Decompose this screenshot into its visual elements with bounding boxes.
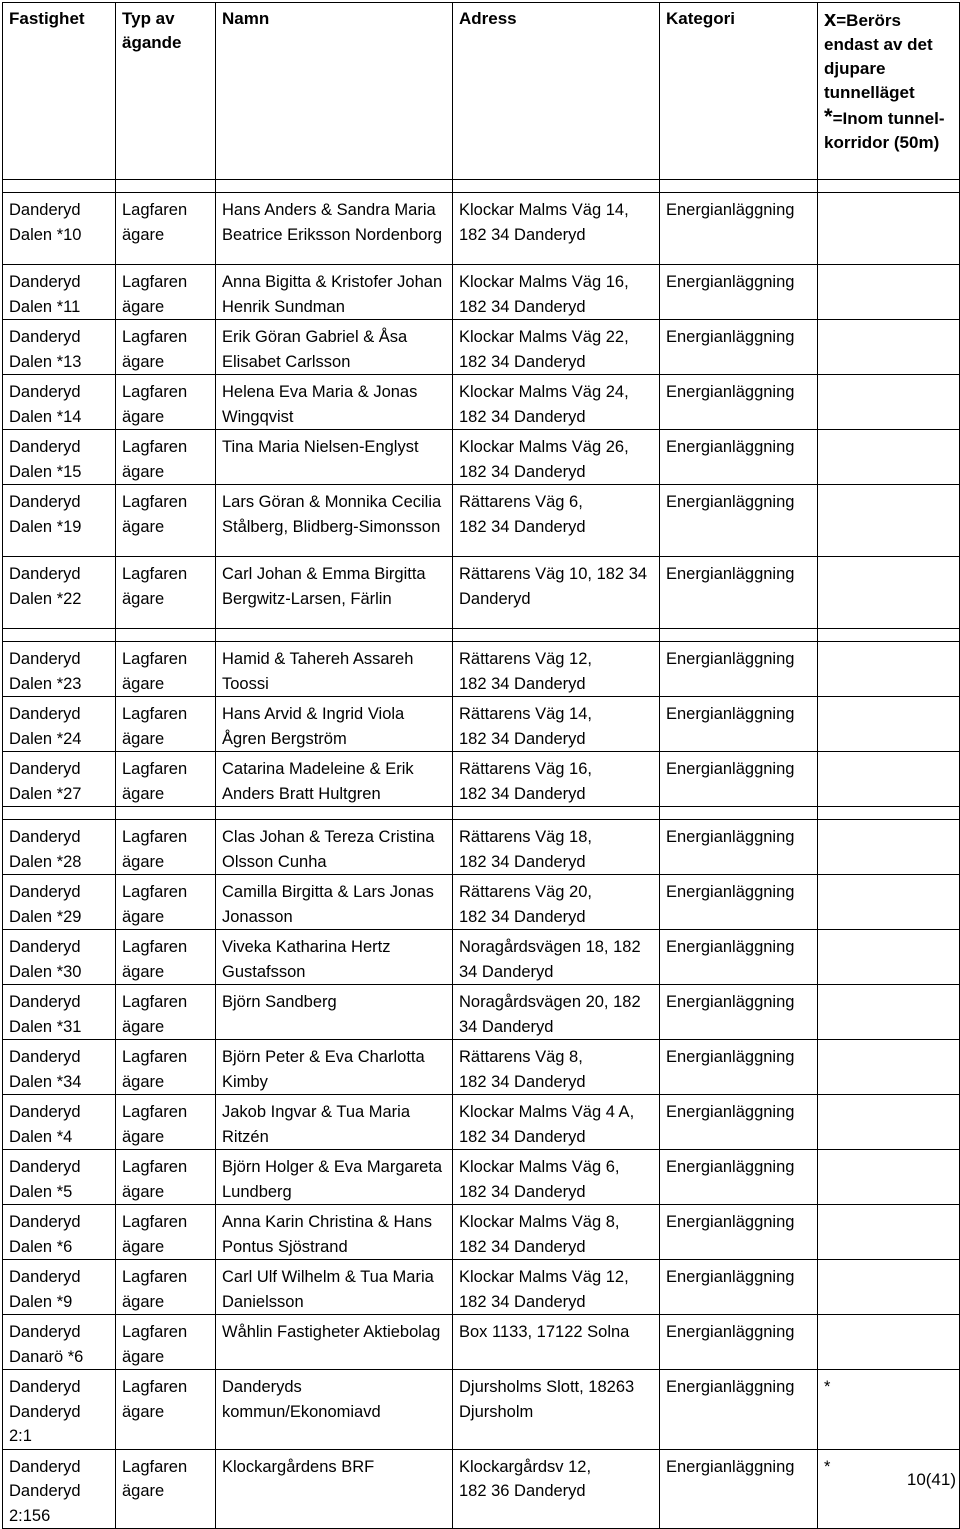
table-row — [3, 375, 960, 430]
cell-fastighet: Danderyd Dalen *23 — [3, 642, 116, 697]
table-row — [3, 265, 960, 320]
cell-mark — [818, 557, 960, 629]
cell-typ: Lagfaren ägare — [116, 875, 216, 930]
cell-namn: Tina Maria Nielsen-Englyst — [216, 430, 453, 485]
cell-mark — [818, 1315, 960, 1370]
group-separator — [3, 807, 960, 820]
separator-cell — [3, 180, 116, 193]
separator-cell — [660, 180, 818, 193]
cell-adress: Klockar Malms Väg 4 A, 182 34 Danderyd — [453, 1095, 660, 1150]
cell-namn: Camilla Birgitta & Lars Jonas Jonasson — [216, 875, 453, 930]
cell-typ: Lagfaren ägare — [116, 430, 216, 485]
cell-mark: * — [818, 1370, 960, 1450]
cell-namn: Wåhlin Fastigheter Aktiebolag — [216, 1315, 453, 1370]
cell-adress: Klockar Malms Väg 24, 182 34 Danderyd — [453, 375, 660, 430]
cell-fastighet: Danderyd Dalen *10 — [3, 193, 116, 265]
separator-cell — [216, 807, 453, 820]
separator-cell — [216, 180, 453, 193]
table-row — [3, 557, 960, 629]
table-row — [3, 985, 960, 1040]
cell-kategori: Energianläggning — [660, 1315, 818, 1370]
cell-namn: Anna Bigitta & Kristofer Johan Henrik Sundman — [216, 265, 453, 320]
cell-mark — [818, 1260, 960, 1315]
header-namn: Namn — [216, 3, 453, 180]
cell-namn: Catarina Madeleine & Erik Anders Bratt Hultgren — [216, 752, 453, 807]
cell-mark — [818, 820, 960, 875]
cell-fastighet: Danderyd Dalen *11 — [3, 265, 116, 320]
cell-kategori: Energianläggning — [660, 1040, 818, 1095]
cell-kategori: Energianläggning — [660, 1095, 818, 1150]
cell-kategori: Energianläggning — [660, 820, 818, 875]
cell-fastighet: Danderyd Dalen *31 — [3, 985, 116, 1040]
table-row — [3, 1449, 960, 1529]
cell-fastighet: Danderyd Dalen *13 — [3, 320, 116, 375]
cell-typ: Lagfaren ägare — [116, 642, 216, 697]
cell-fastighet: Danderyd Dalen *28 — [3, 820, 116, 875]
cell-kategori: Energianläggning — [660, 1260, 818, 1315]
header-kategori: Kategori — [660, 3, 818, 180]
header-typ: Typ av ägande — [116, 3, 216, 180]
cell-kategori: Energianläggning — [660, 557, 818, 629]
cell-fastighet: Danderyd Dalen *5 — [3, 1150, 116, 1205]
cell-fastighet: Danderyd Danarö *6 — [3, 1315, 116, 1370]
cell-adress: Rättarens Väg 8, 182 34 Danderyd — [453, 1040, 660, 1095]
table-row — [3, 930, 960, 985]
header-legend — [818, 3, 960, 180]
cell-kategori: Energianläggning — [660, 752, 818, 807]
cell-mark — [818, 375, 960, 430]
cell-adress: Klockar Malms Väg 8, 182 34 Danderyd — [453, 1205, 660, 1260]
cell-mark — [818, 1040, 960, 1095]
cell-namn: Hans Arvid & Ingrid Viola Ågren Bergström — [216, 697, 453, 752]
cell-namn: Anna Karin Christina & Hans Pontus Sjöstrand — [216, 1205, 453, 1260]
separator-cell — [116, 629, 216, 642]
cell-typ: Lagfaren ägare — [116, 752, 216, 807]
cell-fastighet: Danderyd Dalen *19 — [3, 485, 116, 557]
cell-fastighet: Danderyd Dalen *24 — [3, 697, 116, 752]
cell-namn: Björn Sandberg — [216, 985, 453, 1040]
table-row — [3, 1370, 960, 1450]
cell-namn: Carl Johan & Emma Birgitta Bergwitz-Larsen, Färlin — [216, 557, 453, 629]
cell-adress: Djursholms Slott, 18263 Djursholm — [453, 1370, 660, 1450]
cell-typ: Lagfaren ägare — [116, 265, 216, 320]
cell-kategori: Energianläggning — [660, 642, 818, 697]
separator-cell — [3, 807, 116, 820]
cell-adress: Klockar Malms Väg 26, 182 34 Danderyd — [453, 430, 660, 485]
cell-typ: Lagfaren ägare — [116, 193, 216, 265]
cell-adress: Rättarens Väg 16, 182 34 Danderyd — [453, 752, 660, 807]
cell-adress: Rättarens Väg 20, 182 34 Danderyd — [453, 875, 660, 930]
property-table — [2, 2, 960, 1529]
separator-cell — [818, 180, 960, 193]
separator-cell — [116, 807, 216, 820]
cell-typ: Lagfaren ägare — [116, 1205, 216, 1260]
cell-fastighet: Danderyd Dalen *27 — [3, 752, 116, 807]
table-row — [3, 1205, 960, 1260]
cell-adress: Klockar Malms Väg 6, 182 34 Danderyd — [453, 1150, 660, 1205]
page-number: 10(41) — [906, 1470, 956, 1489]
cell-namn: Klockargårdens BRF — [216, 1449, 453, 1529]
cell-namn: Jakob Ingvar & Tua Maria Ritzén — [216, 1095, 453, 1150]
cell-namn: Björn Peter & Eva Charlotta Kimby — [216, 1040, 453, 1095]
cell-namn: Hamid & Tahereh Assareh Toossi — [216, 642, 453, 697]
header-row — [3, 3, 960, 180]
cell-typ: Lagfaren ägare — [116, 985, 216, 1040]
cell-typ: Lagfaren ägare — [116, 1370, 216, 1450]
cell-adress: Rättarens Väg 6, 182 34 Danderyd — [453, 485, 660, 557]
cell-typ: Lagfaren ägare — [116, 320, 216, 375]
cell-namn: Björn Holger & Eva Margareta Lundberg — [216, 1150, 453, 1205]
table-row — [3, 820, 960, 875]
cell-kategori: Energianläggning — [660, 697, 818, 752]
cell-adress: Klockar Malms Väg 22, 182 34 Danderyd — [453, 320, 660, 375]
cell-typ: Lagfaren ägare — [116, 1315, 216, 1370]
cell-adress: Rättarens Väg 10, 182 34 Danderyd — [453, 557, 660, 629]
header-fastighet: Fastighet — [3, 3, 116, 180]
cell-namn: Clas Johan & Tereza Cristina Olsson Cunha — [216, 820, 453, 875]
cell-kategori: Energianläggning — [660, 1150, 818, 1205]
cell-namn: Viveka Katharina Hertz Gustafsson — [216, 930, 453, 985]
table-row — [3, 1040, 960, 1095]
legend-star-mark: * — [824, 104, 833, 129]
cell-adress: Klockar Malms Väg 16, 182 34 Danderyd — [453, 265, 660, 320]
separator-cell — [818, 629, 960, 642]
cell-adress: Rättarens Väg 14, 182 34 Danderyd — [453, 697, 660, 752]
separator-cell — [453, 180, 660, 193]
cell-mark — [818, 985, 960, 1040]
group-separator — [3, 180, 960, 193]
separator-cell — [453, 629, 660, 642]
legend-x-mark: x — [824, 6, 837, 31]
cell-kategori: Energianläggning — [660, 430, 818, 485]
cell-typ: Lagfaren ägare — [116, 1449, 216, 1529]
cell-adress: Klockar Malms Väg 12, 182 34 Danderyd — [453, 1260, 660, 1315]
legend-x-text: =Berörs endast av det djupare tunnelläget — [824, 11, 933, 102]
cell-kategori: Energianläggning — [660, 985, 818, 1040]
cell-namn: Danderyds kommun/Ekonomiavd — [216, 1370, 453, 1450]
cell-namn: Helena Eva Maria & Jonas Wingqvist — [216, 375, 453, 430]
cell-kategori: Energianläggning — [660, 1205, 818, 1260]
cell-adress: Rättarens Väg 12, 182 34 Danderyd — [453, 642, 660, 697]
cell-fastighet: Danderyd Danderyd 2:156 — [3, 1449, 116, 1529]
cell-kategori: Energianläggning — [660, 193, 818, 265]
separator-cell — [660, 807, 818, 820]
cell-typ: Lagfaren ägare — [116, 557, 216, 629]
cell-namn: Lars Göran & Monnika Cecilia Stålberg, Blidberg-Simonsson — [216, 485, 453, 557]
cell-fastighet: Danderyd Dalen *34 — [3, 1040, 116, 1095]
cell-typ: Lagfaren ägare — [116, 1260, 216, 1315]
cell-typ: Lagfaren ägare — [116, 485, 216, 557]
cell-fastighet: Danderyd Dalen *6 — [3, 1205, 116, 1260]
table-row — [3, 320, 960, 375]
separator-cell — [3, 629, 116, 642]
cell-typ: Lagfaren ägare — [116, 930, 216, 985]
header-adress: Adress — [453, 3, 660, 180]
cell-mark — [818, 1205, 960, 1260]
cell-kategori: Energianläggning — [660, 1449, 818, 1529]
cell-adress: Klockar Malms Väg 14, 182 34 Danderyd — [453, 193, 660, 265]
cell-mark — [818, 485, 960, 557]
cell-adress: Noragårdsvägen 20, 182 34 Danderyd — [453, 985, 660, 1040]
table-row — [3, 193, 960, 265]
cell-kategori: Energianläggning — [660, 320, 818, 375]
cell-fastighet: Danderyd Dalen *15 — [3, 430, 116, 485]
cell-fastighet: Danderyd Dalen *14 — [3, 375, 116, 430]
cell-mark — [818, 193, 960, 265]
table-body — [3, 180, 960, 1529]
table-row — [3, 1150, 960, 1205]
cell-mark — [818, 752, 960, 807]
cell-kategori: Energianläggning — [660, 875, 818, 930]
cell-mark — [818, 430, 960, 485]
cell-namn: Carl Ulf Wilhelm & Tua Maria Danielsson — [216, 1260, 453, 1315]
cell-typ: Lagfaren ägare — [116, 1150, 216, 1205]
cell-typ: Lagfaren ägare — [116, 1095, 216, 1150]
group-separator — [3, 629, 960, 642]
table-row — [3, 430, 960, 485]
separator-cell — [660, 629, 818, 642]
table-row — [3, 485, 960, 557]
table-row — [3, 1095, 960, 1150]
cell-adress: Box 1133, 17122 Solna — [453, 1315, 660, 1370]
separator-cell — [116, 180, 216, 193]
table-row — [3, 642, 960, 697]
cell-kategori: Energianläggning — [660, 930, 818, 985]
cell-namn: Hans Anders & Sandra Maria Beatrice Eriksson Nordenborg — [216, 193, 453, 265]
cell-mark: * — [818, 1449, 960, 1529]
cell-typ: Lagfaren ägare — [116, 697, 216, 752]
cell-mark — [818, 1150, 960, 1205]
cell-mark — [818, 1095, 960, 1150]
cell-mark — [818, 697, 960, 752]
cell-adress: Rättarens Väg 18, 182 34 Danderyd — [453, 820, 660, 875]
table-row — [3, 1315, 960, 1370]
cell-mark — [818, 930, 960, 985]
cell-mark — [818, 320, 960, 375]
table-row — [3, 752, 960, 807]
table-row — [3, 875, 960, 930]
cell-mark — [818, 875, 960, 930]
cell-fastighet: Danderyd Dalen *4 — [3, 1095, 116, 1150]
table-row — [3, 1260, 960, 1315]
cell-typ: Lagfaren ägare — [116, 820, 216, 875]
cell-adress: Klockargårdsv 12, 182 36 Danderyd — [453, 1449, 660, 1529]
table-row — [3, 697, 960, 752]
cell-kategori: Energianläggning — [660, 485, 818, 557]
cell-mark — [818, 265, 960, 320]
cell-namn: Erik Göran Gabriel & Åsa Elisabet Carlsson — [216, 320, 453, 375]
cell-fastighet: Danderyd Dalen *22 — [3, 557, 116, 629]
cell-kategori: Energianläggning — [660, 265, 818, 320]
cell-typ: Lagfaren ägare — [116, 375, 216, 430]
cell-adress: Noragårdsvägen 18, 182 34 Danderyd — [453, 930, 660, 985]
cell-fastighet: Danderyd Dalen *29 — [3, 875, 116, 930]
cell-mark — [818, 642, 960, 697]
cell-typ: Lagfaren ägare — [116, 1040, 216, 1095]
cell-fastighet: Danderyd Dalen *30 — [3, 930, 116, 985]
separator-cell — [453, 807, 660, 820]
cell-kategori: Energianläggning — [660, 1370, 818, 1450]
cell-fastighet: Danderyd Dalen *9 — [3, 1260, 116, 1315]
separator-cell — [216, 629, 453, 642]
cell-kategori: Energianläggning — [660, 375, 818, 430]
separator-cell — [818, 807, 960, 820]
cell-fastighet: Danderyd Danderyd 2:1 — [3, 1370, 116, 1450]
legend-star-text: =Inom tunnel-korridor (50m) — [824, 109, 945, 152]
